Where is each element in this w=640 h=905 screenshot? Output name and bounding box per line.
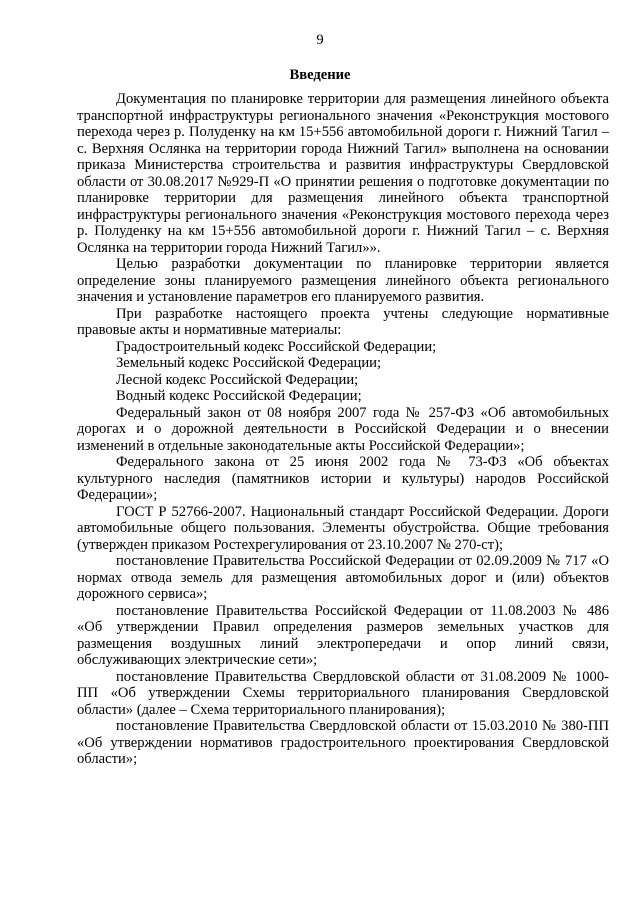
list-item-land-code: Земельный кодекс Российской Федерации;	[116, 355, 382, 371]
paragraph-basis: Документация по планировке территории для размещения линейного объекта транспортной инфраструктуры регионального значения «Реконструкция мостового перехода через р. Полуденку на км 15+556 автомобильной дороги г. Нижний Тагил – с. Верхняя Ослянка на территории города Нижний Тагил» выполнена на основании приказа Министерства строительства и развития инфраструктуры Свердловской области от 30.08.2017 №929-П «О принятии решения о подготовке документации по планировке территории для размещения линейного объекта транспортной инфраструктуры регионального значения «Реконструкция мостового перехода через р. Полуденку на км 15+556 автомобильной дороги г. Нижний Тагил – с. Верхняя Ослянка на территории города Нижний Тагил»».	[77, 91, 609, 256]
list-item-law-257: Федеральный закон от 08 ноября 2007 года № 257-ФЗ «Об автомобильных дорогах и о дорожной деятельности в Российской Федерации и о внесении изменений в отдельные законодательные акты Российской Федерации»;	[77, 404, 609, 454]
paragraph-purpose: Целью разработки документации по планировке территории является определение зоны планируемого размещения линейного объекта регионального значения и установление параметров его планируемого развития.	[77, 256, 609, 305]
list-item-water-code: Водный кодекс Российской Федерации;	[116, 388, 362, 404]
list-item-gost: ГОСТ Р 52766-2007. Национальный стандарт Российской Федерации. Дороги автомобильные общего пользования. Элементы обустройства. Общие требования (утвержден приказом Ростехрегулирования от 23.10.2007 № 270-ст);	[77, 503, 609, 553]
page-number: 9	[316, 32, 324, 48]
list-item-decree-380: постановление Правительства Свердловской области от 15.03.2010 № 380-ПП «Об утверждении нормативов градостроительного проектирования Свердловской области»;	[77, 718, 609, 767]
body-text	[77, 91, 609, 768]
section-title: Введение	[289, 67, 351, 83]
list-item-decree-717: постановление Правительства Российской Федерации от 02.09.2009 № 717 «О нормах отвода земель для размещения автомобильных дорог и (или) объектов дорожного сервиса»;	[77, 553, 609, 602]
list-item-decree-486: постановление Правительства Российской Федерации от 11.08.2003 № 486 «Об утверждении Правил определения размеров земельных участков для размещения воздушных линий электропередачи и опор линий связи, обслуживающих электрические сети»;	[77, 602, 609, 668]
list-item-law-73: Федерального закона от 25 июня 2002 года № 73-ФЗ «Об объектах культурного наследия (памятников истории и культуры) народов Российской Федерации»;	[77, 454, 609, 503]
list-item-town-planning-code: Градостроительный кодекс Российской Федерации;	[116, 338, 437, 355]
list-item-forest-code: Лесной кодекс Российской Федерации;	[116, 371, 359, 388]
list-item-decree-1000: постановление Правительства Свердловской области от 31.08.2009 № 1000-ПП «Об утверждении Схемы территориального планирования Свердловской области» (далее – Схема территориального планирования);	[77, 668, 609, 718]
paragraph-regulations-intro: При разработке настоящего проекта учтены следующие нормативные правовые акты и нормативные материалы:	[77, 305, 609, 338]
